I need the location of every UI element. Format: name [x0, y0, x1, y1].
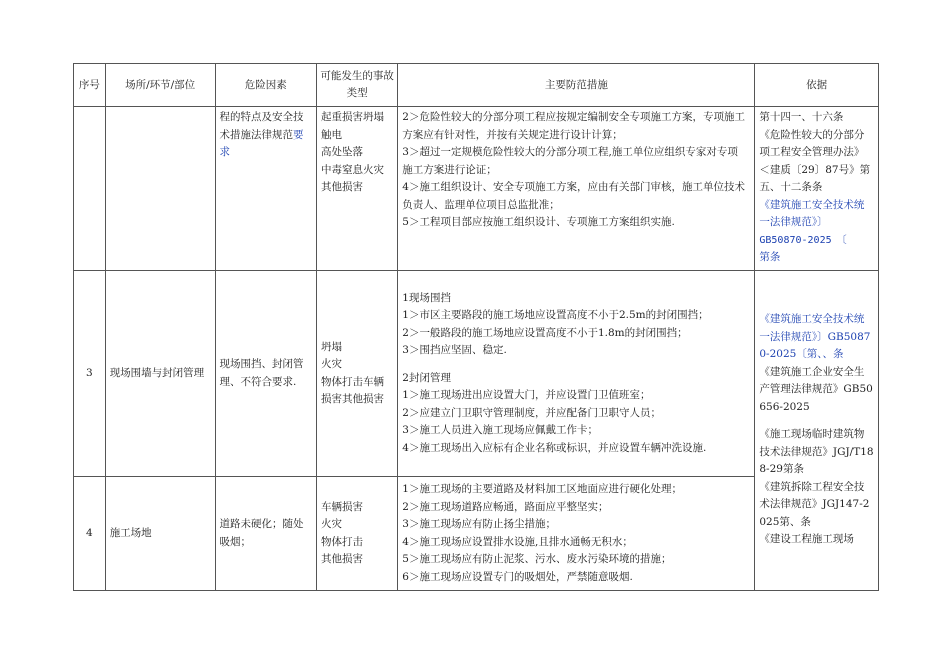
cell-accident	[316, 271, 397, 477]
accident-item: 物体打击	[320, 535, 363, 548]
cell-risk: 道路未硬化；随处吸烟；	[215, 477, 316, 591]
hazard-table	[73, 63, 879, 591]
measure-line: 3＞施工现场应有防止扬尘措施；	[402, 518, 556, 530]
basis-text: 《危险性较大的分部分项工程安全管理办法》＜建质〔29〕87号》第五、十二条条	[759, 128, 871, 193]
header-row	[74, 64, 879, 107]
basis-link[interactable]: 第条	[759, 251, 781, 263]
measure-line: 4＞施工现场出入应标有企业名称或标识，并应设置车辆冲洗设施.	[402, 441, 707, 454]
cell-place: 现场围墙与封闭管理	[105, 271, 215, 477]
measure-heading: 1现场围挡	[402, 291, 451, 304]
basis-text: 《建筑拆除工程安全技术法律规范》JGJ147-2025第、条	[759, 480, 870, 528]
header-risk: 危险因素	[215, 64, 316, 107]
risk-link-text[interactable]: 要求	[219, 128, 304, 158]
accident-item: 坍塌	[320, 340, 342, 353]
cell-seq: 4	[74, 477, 106, 591]
cell-basis	[755, 107, 879, 271]
measure-line: 1＞施工现场的主要道路及材料加工区地面应进行硬化处理；	[402, 483, 682, 495]
measure-line: 3＞超过一定规模危险性较大的分部分项工程,施工单位应组织专家对专项	[402, 146, 738, 158]
accident-item: 其他损害	[320, 181, 363, 193]
measure-line: 4＞施工组织设计、安全专项施工方案，应由有关部门审核，施工单位技术	[402, 181, 745, 193]
accident-item: 起重损害坍塌	[320, 111, 384, 123]
header-place: 场所/环节/部位	[105, 64, 215, 107]
measure-line: 3＞围挡应坚固、稳定.	[402, 344, 507, 357]
accident-item: 火灾	[320, 358, 342, 370]
measure-line: 2＞应建立门卫职守管理制度，并应配备门卫职守人员；	[402, 406, 661, 419]
table-row	[74, 271, 879, 477]
basis-text: 《建设工程施工现场	[759, 533, 854, 545]
basis-text: 第十四一、十六条	[759, 111, 844, 123]
cell-measures	[398, 107, 755, 271]
table-row	[74, 107, 879, 271]
cell-seq: 3	[74, 271, 106, 477]
cell-risk: 现场围挡、封闭管理、不符合要求.	[215, 271, 316, 477]
cell-measures	[398, 271, 755, 477]
cell-measures	[398, 477, 755, 591]
header-seq: 序号	[74, 64, 106, 107]
header-measures: 主要防范措施	[398, 64, 755, 107]
spacer	[402, 360, 750, 370]
header-accident: 可能发生的事故类型	[316, 64, 397, 107]
basis-link[interactable]: 《建筑施工安全技术统一法律规范》〕	[759, 198, 865, 228]
measure-line: 方案应有针对性，并按有关规定进行设计计算；	[402, 128, 623, 141]
measure-line: 负责人、监理单位项目总监批准；	[402, 198, 560, 211]
accident-item: 火灾	[320, 518, 342, 530]
cell-risk	[215, 107, 316, 271]
accident-item: 中毒窒息火灾	[320, 163, 384, 176]
measure-heading: 2封闭管理	[402, 371, 451, 384]
measure-line: 3＞施工人员进入施工现场应佩戴工作卡；	[402, 424, 598, 437]
measure-line: 5＞施工现场应有防止泥浆、污水、废水污染环境的措施；	[402, 553, 672, 565]
measure-line: 6＞施工现场应设置专门的吸烟处，严禁随意吸烟.	[402, 570, 633, 583]
measure-line: 1＞市区主要路段的施工场地应设置高度不小于2.5m的封闭围挡；	[402, 309, 709, 322]
measure-line: 1＞施工现场进出应设置大门，并应设置门卫值班室；	[402, 389, 651, 402]
cell-place	[105, 107, 215, 271]
measure-line: 2＞一般路段的施工场地应设置高度不小于1.8m的封闭围挡；	[402, 326, 688, 339]
accident-item: 车辆损害	[320, 500, 363, 513]
basis-text: 《施工现场临时建筑物技术法律规范》JGJ/T188-29第条	[759, 428, 874, 475]
measure-line: 4＞施工现场应设置排水设施,且排水通畅无积水；	[402, 535, 633, 548]
basis-link[interactable]: 《建筑施工安全技术统一法律规范》〕GB50870-2025〔第、、条	[759, 313, 871, 360]
basis-link[interactable]: GB50870-2025 〔	[759, 234, 847, 246]
header-basis: 依据	[755, 64, 879, 107]
cell-place: 施工场地	[105, 477, 215, 591]
measure-line: 施工方案进行论证；	[402, 163, 497, 176]
accident-item: 其他损害	[320, 553, 363, 565]
risk-text: 程的特点及安全技术措施法律规范	[219, 111, 304, 141]
measure-line: 2＞施工现场道路应畅通，路面应平整坚实；	[402, 500, 609, 513]
spacer	[759, 416, 874, 426]
accident-item: 物体打击车辆损害其他损害	[320, 375, 384, 405]
cell-basis	[755, 271, 879, 591]
cell-accident	[316, 107, 397, 271]
cell-accident	[316, 477, 397, 591]
accident-item: 高处坠落	[320, 146, 363, 158]
cell-seq	[74, 107, 106, 271]
measure-line: 2＞危险性较大的分部分项工程应按规定编制安全专项施工方案，专项施工	[402, 111, 745, 123]
accident-item: 触电	[320, 128, 342, 141]
basis-text: 《建筑施工企业安全生产管理法律规范》GB50656-2025	[759, 365, 873, 413]
measure-line: 5＞工程项目部应按施工组织设计、专项施工方案组织实施.	[402, 216, 675, 228]
